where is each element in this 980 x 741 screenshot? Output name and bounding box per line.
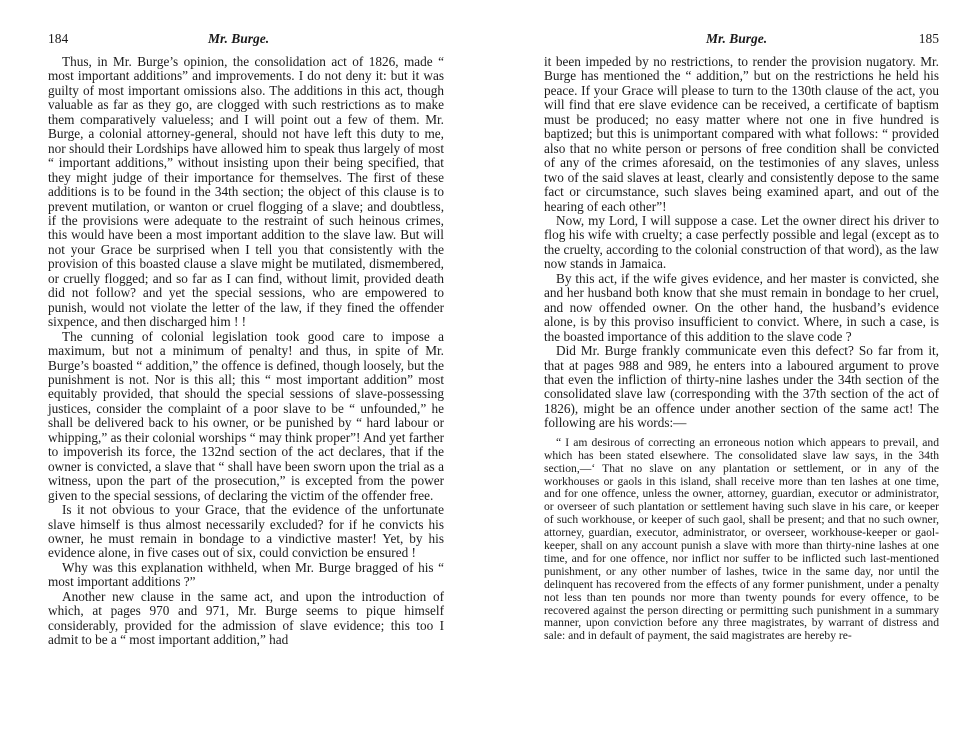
right-running-head (544, 31, 939, 51)
left-text-column (48, 55, 444, 648)
right-running-title: Mr. Burge. (706, 31, 768, 46)
paragraph: Is it not obvious to your Grace, that the evidence of the unfortunate slave himself is thus almost necessarily excluded? for if he convicts his owner, he must remain in bondage to a vindictive master! Yet, by his evidence alone, in five cases out of six, could conviction be ensured ! (48, 502, 444, 561)
left-page-number: 184 (48, 31, 69, 46)
left-running-title: Mr. Burge. (208, 31, 270, 46)
paragraph: Thus, in Mr. Burge’s opinion, the consolidation act of 1826, made “ most important additions” and improvements. I do not deny it: but it was guilty of most important omissions also. The additions in this act, though valuable as far as they go, are clogged with such restrictions as to make them comparatively valueless; and I will point out a few of them. Mr. Burge, a colonial attorney-general, should not have left this duty to me, nor should their Lordships have allowed him to speak thus largely of most “ important additions,” without insisting upon their being specified, that they might judge of their importance for themselves. The first of these additions is to be found in the 34th section; the object of this clause is to prevent mutilation, or wanton or cruel flogging of a slave; and doubtless, if the provisions were adequate to the restraint of such heinous crimes, this would have been a most important addition to the slave law. But will not your Grace be surprised when I tell you that consistently with the provision of this boasted clause a slave might be mutilated, dismembered, or cruelly flogged; and so far as I can find, without limit, provided death did not follow? and yet the special sessions, who are empowered to punish, would not violate the letter of the law, if they fined the offender sixpence, and then discharged him ! ! (48, 54, 444, 330)
left-running-head (48, 31, 444, 51)
right-page-number: 185 (918, 31, 939, 46)
paragraph: Another new clause in the same act, and upon the introduction of which, at pages 970 and 971, Mr. Burge seems to pique himself considerably, provided for the admission of slave evidence; this too I admit to be a “ most important addition,” had (48, 588, 444, 648)
paragraph: Did Mr. Burge frankly communicate even this defect? So far from it, that at pages 988 and 989, he enters into a laboured argument to prove that even the infliction of thirty-nine lashes under the 34th section of the consolidated slave law (corresponding with the 37th section of the act of 1826), might be an offence under another section of the same act! The following are his words:— (544, 343, 939, 431)
paragraph: it been impeded by no restrictions, to render the provision nugatory. Mr. Burge has mentioned the “ addition,” but on the restrictions he held his peace. If your Grace will please to turn to the 130th clause of the act, you will find that ere slave evidence can be received, a certificate of baptism must be produced; no easy matter where not one in five hundred is baptized; but this is unimportant compared with what follows: “ provided also that no white person or persons of free condition shall be convicted of any of the crimes aforesaid, on the testimonies of any slaves, unless two of the said slaves at least, clearly and consistently depose to the same fact or circumstance, such slaves being examined apart, and out of the hearing of each other”! (544, 54, 939, 214)
right-page (490, 0, 980, 741)
paragraph: Why was this explanation withheld, when Mr. Burge bragged of his “ most important additions ?” (48, 559, 444, 590)
paragraph: By this act, if the wife gives evidence, and her master is convicted, she and her husband both know that she must remain in bondage to her cruel, and now offended owner. On the other hand, the husband’s evidence alone, is by this proviso insufficient to convict. Where, in such a case, is the boasted importance of this addition to the slave code ? (544, 270, 939, 344)
block-quote: “ I am desirous of correcting an erroneous notion which appears to prevail, and which has been stated elsewhere. The consolidated slave law says, in the 34th section,—‘ That no slave on any plantation or settlement, or in any of the workhouses or gaols in this island, shall receive more than ten lashes at one time, and for one offence, unless the owner, attorney, guardian, executor or administrator, or overseer of such plantation or settlement having such slave in his care, or keeper of such workhouse, or keeper of such gaol, shall be present; and that no such owner, attorney, guardian, executor, administrator, or overseer, workhouse-keeper or gaol-keeper, shall on any account punish a slave with more than thirty-nine lashes at one time, and for one offence, nor inflict nor suffer to be inflicted such last-mentioned punishment, or any other number of lashes, twice in the same day, nor until the delinquent has recovered from the effects of any former punishment, under a penalty not less than ten pounds nor more than twenty pounds for every offence, to be recovered against the person directing or permitting such punishment in a summary manner, upon conviction before any three magistrates, by warrant of distress and sale: and in default of payment, the said magistrates are hereby re- (544, 435, 939, 643)
paragraph: The cunning of colonial legislation took good care to impose a maximum, but not a minimum of penalty! and thus, in spite of Mr. Burge’s boasted “ addition,” the offence is defined, though loosely, but the punishment is not. Nor is this all; this “ most important addition” most equitably provided, that should the special sessions of slave-possessing justices, consider the complaint of a poor slave to be “ unfounded,” he shall be delivered back to his owner, or be punished by “ hard labour or whipping,” as their colonial worships “ may think proper”! And yet farther to impoverish its force, the 132nd section of the act declares, that if the owner is convicted, a slave that “ shall have been sworn upon the trial as a witness, upon the part of the prosecution,” is excepted from the power given to the special sessions, of declaring the victim of the offender free. (48, 328, 444, 503)
right-text-column (544, 55, 939, 643)
paragraph: Now, my Lord, I will suppose a case. Let the owner direct his driver to flog his wife with cruelty; a case perfectly possible and legal (except as to the cruelty, according to the colonial construction of that word), as the law now stands in Jamaica. (544, 212, 939, 272)
